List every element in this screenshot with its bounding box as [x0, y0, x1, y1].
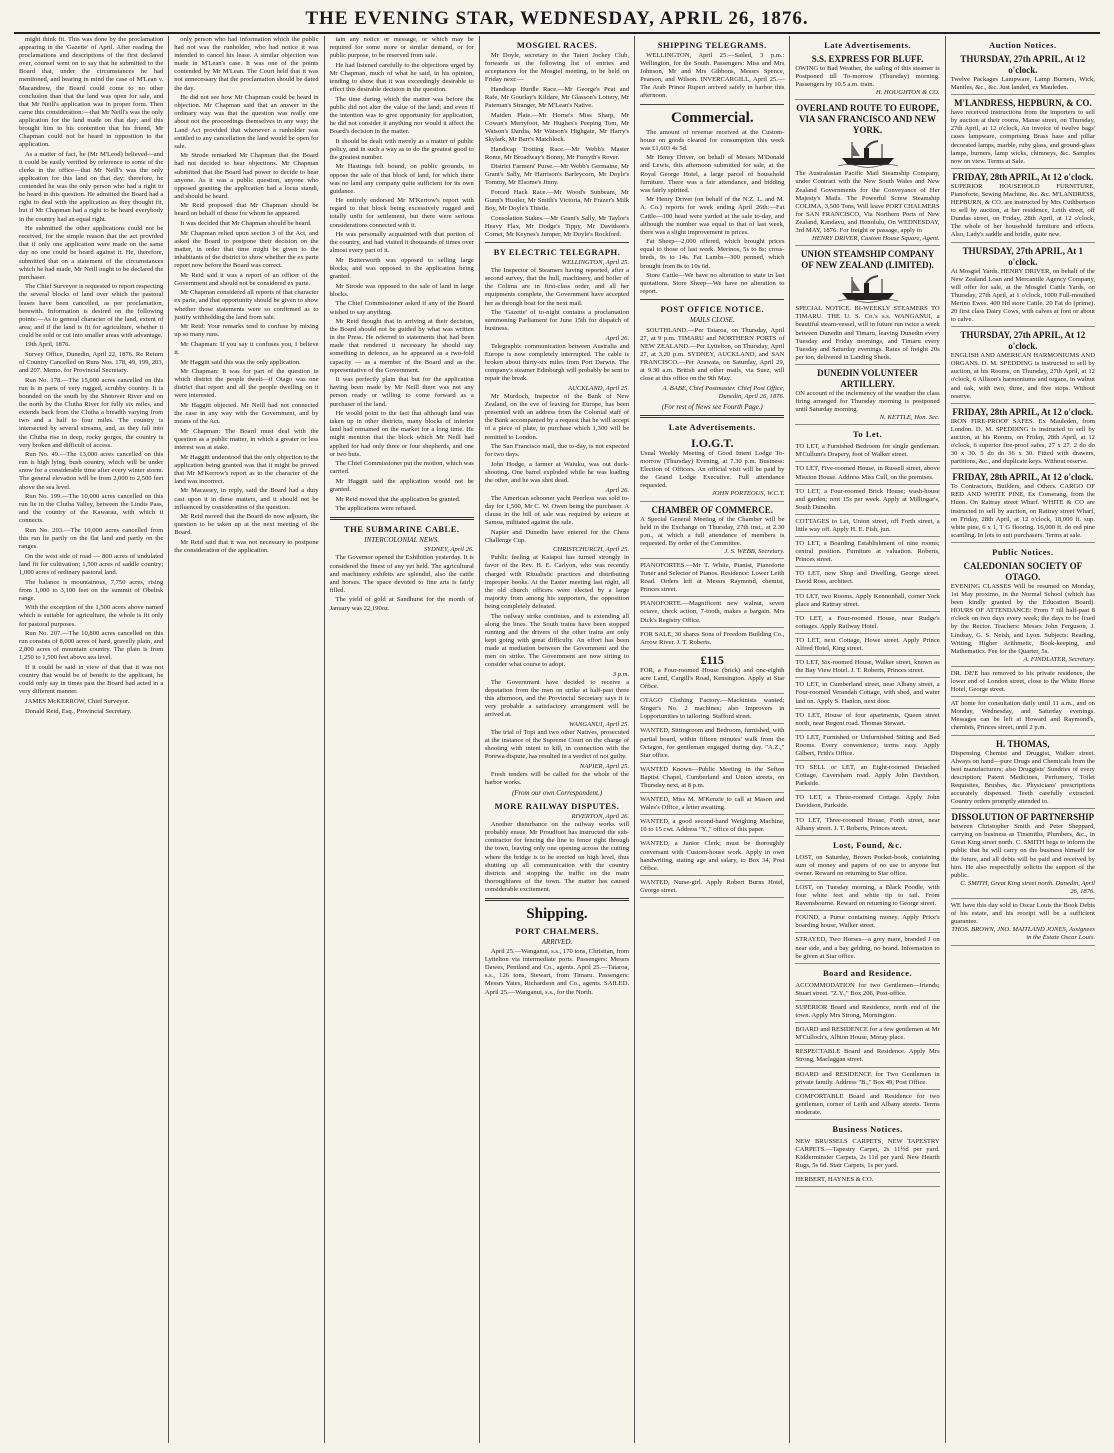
ad-body: between Christopher Smith and Peter Sheppard, carrying on business as Tinsmiths, Plumbers, &c., in Great King street north. C. SMITH begs to inform the public that he will carry on the business himself for the future, and all debts will be paid and received by him. He also respectfully solicits the support of the public.: [950, 823, 1095, 879]
board-notice: ACCOMMODATION for two Gentlemen—friends; Stuart street. "Z.Y.," Box 206, Post-office.: [795, 980, 939, 1001]
article-paragraph: He was personally acquainted with that portion of the country, and had visited it thousands of times over almost every part of it.: [329, 231, 474, 255]
disputes-heading: MORE RAILWAY DISPUTES.: [494, 801, 620, 812]
auction-body: have received instructions from the importers to sell by auction at their rooms, Manse street, on Thursday, 27th April, at 12 o'clock, An invoice of twelve bags' cases lampware, comprising Brass base and pillar decorated lamps, marble, ruby glass, and ground-glass lamps, burners, lamp wicks, chimneys, &c. Samples now on view. Terms at Sale.: [950, 109, 1095, 165]
shipping-heading: Shipping.: [526, 906, 588, 922]
article-paragraph: Run No. 49.—The 13,000 acres cancelled on this run is high lying, bush country, which will be under snow for a considerable time after every winter storm. The general elevation will be from 2,000 to 2,500 feet above the sea level.: [19, 451, 164, 491]
columns: [14, 36, 1100, 1443]
auction-notice: [951, 96, 1095, 169]
ad-body: SPECIAL NOTICE. BI-WEEKLY STEAMERS TO TIMARU. THE U. S. Co.'s s.s. WANGANUI, a beautiful steam-vessel, will in future run twice a week between Dunedin and Timaru, leaving Dunedin every Tuesday and Friday mornings, and Timaru every Tuesday and Saturday evenings. Rates of freight 20s per ton, delivered in Landing Sheds.: [795, 305, 940, 361]
article-paragraph: Mr Chapman: The Board must deal with the question as a public matter, in which a greater or less interest was at stake.: [174, 427, 319, 451]
arrived-label: ARRIVED.: [541, 938, 573, 946]
column-3: [325, 36, 480, 1443]
telegraph-body: [485, 259, 629, 787]
auction-title: THURSDAY, 27th APRIL, At 12 o'clock.: [960, 330, 1086, 352]
article-paragraph: Donald Reid, Esq., Provincial Secretary.: [25, 707, 132, 715]
to-let-notice: TO LET, Six-roomed House, Walker street, known as the Bay View Hotel. J. T. Roberts, Princes street.: [795, 657, 939, 678]
ad-signature: A. FINDLATER, Secretary.: [1023, 655, 1095, 663]
article-paragraph: Mr Hastings felt bound, on public grounds, to oppose the sale of that block of land, for which there was no land any company quite sufficient for its own guidance.: [329, 163, 474, 195]
business-list: [795, 1136, 939, 1187]
ad-body: A Special General Meeting of the Chamber will be held in the Exchange on Thursday, 27th inst., at 2.30 p.m., at which a full attendance of members is requested. By order of the Committee.: [640, 515, 785, 547]
shipping-text: April 25.—Wanganui, s.s., 170 tons, Christian, from Lyttelton via intermediate ports. Passengers: Messrs Dawes, Pentland and Co., agents. April 25.—Taiaroa, s.s., 126 tons, Stewart, from Timaru. Passengers: Messrs Yates, Richardson and Co., agents. SAILED. April 25.—Wanganui, s.s., for the North.: [484, 948, 630, 996]
advertisement: [640, 816, 784, 837]
ad-body: The Australasian Pacific Mail Steamship Company, under Contract with the New South Wales and New Zealand Governments for the Conveyance of Her Majesty's Mails. The Powerful Screw Steamship COLIMA, 3,500 Tons, Will leave PORT CHALMERS for SAN FRANCISCO, Via Northern Ports of New Zealand, Kandavu, and Honolulu, On WEDNESDAY, 3rd MAY, 1876. For freight or passage, apply to: [795, 170, 940, 235]
article-paragraph: The Chief Surveyor is requested to report respecting the several blocks of land over which the pastoral leases have been cancelled, as per proclamation, herewith. Information is desired on the following points:—As to general character of the land, extent of area; and if the land is fit for agriculture, whether it could be sold or cut into smaller areas with advantage.: [19, 283, 164, 339]
post-heading: POST OFFICE NOTICE.: [660, 304, 765, 315]
ad-title: DUNEDIN VOLUNTEER ARTILLERY.: [817, 367, 918, 389]
advertisement: [951, 698, 1095, 735]
ad-signature: N. KETTLE, Hon. Sec.: [879, 414, 940, 422]
article-paragraph: He would point to the fact that although land was taken up in other districts, many blocks of inferior land had remained on the market for a long time. He might mention that the block which Mr Neill had applied for had only three or four shepherds, and one or two huts.: [329, 410, 474, 458]
auction-title: THURSDAY, 27th APRIL, At 12 o'clock.: [960, 54, 1086, 75]
column-2: [169, 36, 324, 1443]
article-paragraph: might think fit. This was done by the proclamation appearing in the 'Gazette' of April. After reading the proclamations and descriptions of the first declared over, counsel went on to say that he submitted to the Board that, under the circumstances he had mentioned, and bearing in mind the case of M'Lean v. Macandrew, the Board could come to no other conclusion than that the land was open for sale, and that Mr Neill's application was in proper form. Then came this consideration:—that Mr Neill's was the only application for the land made on that day; and this brought him to his contention that his friend, Mr Chapman could not be heard in opposition to the application.: [19, 36, 164, 149]
telegrams-text: WELLINGTON, April 25.—Sailed, 3 p.m.: Wellington, for the South. Passengers: Miss and Mrs Johnson, Mr and Mrs Gibbons, Messrs Spence, Pearson, and Wilson. INVERCARGILL, April 25.—The Arab Prince Rupert arrived safely in harbor this afternoon.: [640, 52, 785, 100]
ad-title: CALEDONIAN SOCIETY OF OTAGO.: [963, 560, 1083, 582]
auction-body: To Contractors, Builders, and Others. CARGO OF RED AND WHITE PINE, Ex Comerang, from the Huon. On Rattray street Wharf. WHITE & CO are instructed to sell by auction, on Rattray street Wharf, on Friday, 28th April, at 12 o'clock, 18,000 ft. sup. white pine, 6 x 1, T G flooring. 16,000 ft. do red pine scantling. In lots to suit purchasers. Terms at sale.: [950, 483, 1095, 539]
board-notice: SUPERIOR Board and Residence, north end of the town. Apply Mrs Strong, Mornington.: [795, 1002, 939, 1023]
to-let-notice: TO LET, a Furnished Bedroom for single gentleman. M'Cullum's Drapery, foot of Walker street.: [795, 441, 939, 462]
dateline: CHRISTCHURCH, April 25.: [553, 546, 630, 554]
ad-title: H. THOMAS,: [996, 738, 1050, 749]
board-notice: BOARD and RESIDENCE for Two Gentlemen in private family. Address "B.," Box 49, Post Office.: [795, 1069, 939, 1090]
telegram-paragraph: The 'Gazette' of to-night contains a proclamation summoning Parliament for June 15th for dispatch of business.: [484, 309, 630, 333]
advertisement: [951, 668, 1095, 697]
auction-title: FRIDAY, 28th APRIL, At 12 o'clock.: [952, 171, 1094, 182]
board-list: [795, 980, 939, 1120]
masthead-title: THE EVENING STAR, WEDNESDAY, APRIL 26, 1876.: [305, 8, 809, 29]
auction-title: M'LANDRESS, HEPBURN, & CO.: [954, 98, 1092, 109]
lost-found-notice: STRAYED, Two Horses—a grey mare, branded J on near side, and a bay gelding, no brand. Information to be given at Star office.: [795, 934, 939, 963]
advertisement: [640, 838, 784, 875]
divider: [485, 898, 629, 901]
article-paragraph: If it could be said in view of that that it was not country that would be of benefit to the applicant, he could only say in times past the Board had acted in a very different manner.: [19, 664, 164, 696]
see-page-note: (For rest of News see Fourth Page.): [661, 402, 763, 411]
auction-notice: [951, 328, 1095, 404]
races-body: [485, 52, 629, 239]
ad-title: CHAMBER OF COMMERCE.: [651, 504, 773, 515]
telegram-paragraph: The Inspector of Steamers having reported, after a second survey, that the hull, machinery, and boiler of the Colima are in first-class order, and all her equipments complete, the Government have accepted her as through boat for the next mail.: [484, 267, 630, 307]
port-heading: PORT CHALMERS.: [515, 926, 599, 936]
article-paragraph: On the west side of road — 800 acres of undulated land fit for cultivation; 1,500 acres of saddle country; 1,000 acres of ordinary pastoral land.: [19, 552, 164, 576]
advertisement: [951, 810, 1095, 899]
disputes-place: RIVERTON, April 26.: [571, 813, 630, 821]
ad-body: FOR SALE, 30 shares Sons of Freedom Building Co., Arrow River. J. T. Roberts.: [640, 630, 785, 646]
ad-body: PIANOFORTES.—Mr T. White, Pianist, Pianoforte Tuner and Selector of Pianos. Residence: Lower Leith Road. Orders left at Messrs Raymond, chemist, Princes street.: [640, 562, 785, 594]
steamship-icon: [838, 138, 898, 168]
ad-body: WANTED, a good second-hand Weighing Machine, 10 to 15 cwt. Address "Y.," office of this paper.: [640, 818, 785, 834]
ad-title: DISSOLUTION OF PARTNERSHIP: [951, 812, 1095, 823]
public-notices-list: [951, 559, 1095, 946]
telegram-paragraph: Napier and Dunedin have entered for the Chess Challenge Cup.: [484, 528, 630, 544]
telegrams-heading: SHIPPING TELEGRAMS.: [657, 40, 767, 50]
business-notice: HERBERT, HAYNES & CO.: [795, 1174, 939, 1187]
ad-body: OTAGO Clothing Factory.—Machinists wanted; Singer's No. 2 machines; also Improvers in l.opportunities to tailoring. Stafford street.: [640, 697, 785, 721]
article-paragraph: Mr Haggitt understood that the only objection to the application being granted was that it might be proved that Mr M'Kerrow's report as to the character of the land was incorrect.: [174, 453, 319, 485]
ad-body: WANTED Known—Public Meeting in the Sefton Baptist Chapel, Cumberland and Union streets, on Thursday next, at 8 p.m.: [640, 765, 785, 789]
article-paragraph: Mr Butterworth was opposed to selling large blocks, and was opposed to the application being granted.: [329, 256, 474, 281]
article-paragraph: He had listened carefully to the objections urged by Mr Chapman, much of what he said, in his opinion, tending to show that it was exceedingly desirable to effect this desirable decision in the question.: [329, 61, 474, 94]
ad-signature: THOS. BROWN, JNO. MAITLAND JONES, Assignees in the Estate Oscar Louis.: [951, 926, 1095, 942]
lost-heading: Lost, Found, &c.: [832, 839, 903, 850]
late-ads-heading: Late Advertisements.: [668, 421, 756, 432]
to-let-notice: TO LET, new Shop and Dwelling, George street. David Ross, architect.: [795, 568, 939, 589]
article-paragraph: With the exception of the 1,500 acres above named which is suitable for agriculture, the whole is fit only for pastoral purposes.: [19, 604, 164, 628]
ad-signature: HENRY DRIVER, Custom House Square, Agent.: [811, 235, 940, 243]
auction-body: Twelve Packages Lampware, Lamp Burners, Wick, Mantles, &c., &c. Just landed, ex Mauleden.: [950, 76, 1095, 92]
race-entry: Maiden Plate.—Mr Horne's Miss Sharp, Mr Cowan's Merryfoot, Mr Hughes's Peeping Tom, Mr Watson's Dardia, Mr Watson's Highgate, Mr Harry's Skylark, Mr Barr's Matchlock.: [484, 111, 630, 143]
article-paragraph: Mr Reid moved that the Board do now adjourn, the question to be taken up at the next meeting of the Board.: [174, 513, 319, 537]
advertisement: [640, 877, 784, 898]
article-paragraph: Mr Haggitt objected. Mr Neill had not connected the case in any way with the Government, and by means of the Act.: [174, 402, 319, 426]
advertisement: [640, 764, 784, 793]
business-heading: Business Notices.: [832, 1123, 903, 1134]
commercial-paragraph: The amount of revenue received at the Custom-house on goods cleared for consumption this week was £1,603 4s 5d.: [640, 128, 785, 152]
article-paragraph: 19th April, 1876.: [25, 341, 71, 349]
board-notice: BOARD and RESIDENCE for a few gentlemen at Mr M'Culloch's, Albion House, Moray place.: [795, 1024, 939, 1045]
ad-signature: C. SMITH, Great King street north. Dunedin, April 26, 1876.: [960, 879, 1095, 895]
article-paragraph: Mr Chapman considered all reports of that character ex parte, and that opportunity should be given to show whether those statements were so confirmed as to justify withholding the land from sale.: [174, 289, 319, 321]
article-paragraph: JAMES McKERROW, Chief Surveyor.: [25, 697, 130, 705]
post-subhead: MAILS CLOSE.: [689, 316, 735, 325]
article-paragraph: only person who had information which the public had not was the runholder, who had notice it was intended to cancel his lease. A similar objection was made in M'Lean's case. It was one of the points contended by Mr M'Lean. The Court held that it was not unnecessary that the proclamation should be dated the day.: [174, 36, 319, 92]
auction-notice: [951, 52, 1095, 95]
race-entry: Consolation Stakes.—Mr Grant's Sally, Mr Taylor's Heavy Flax, Mr Dodge's Tippy, Mr Davidson's Cornet, Mr Keynes's Jumper, Mr Doyle's Rockford.: [484, 214, 630, 238]
advertisement: [951, 737, 1095, 810]
business-notice: NEW BRUSSELS CARPETS, NEW TAPESTRY CARPETS.—Tapestry Carpet, 2s 11½d per yard. Kidderminster Carpets, 2s 11d per yard. New Hearth Rugs, 5s 6d. Stair Carpets, 1s per yard.: [795, 1136, 939, 1173]
dateline: April 26.: [605, 486, 630, 494]
article-paragraph: The Chief Commissioner asked if any of the Board wished to say anything.: [329, 300, 474, 316]
lost-list: [795, 852, 939, 964]
cable-subhead: INTERCOLONIAL NEWS.: [364, 536, 440, 545]
to-let-notice: TO LET, a Four-roomed House, near Rudge's cottages. Apply Railway Hotel.: [795, 613, 939, 634]
ad-signature: J. S. WEBB, Secretary.: [724, 547, 785, 555]
ad-body: WE have this day sold to Oscar Louis the Book Debts of his estate, and his receipt will be a sufficient guarantee.: [950, 902, 1095, 926]
article-paragraph: Mr Strode was opposed to the sale of land in large blocks.: [329, 282, 474, 298]
lost-found-notice: FOUND, a Purse containing money. Apply Price's boarding house, Walker street.: [795, 912, 939, 933]
ad-signature: JOHN PORTEOUS, W.C.T.: [711, 490, 785, 498]
article-paragraph: Mr Reid: Your remarks tend to confuse by mixing up so many runs.: [174, 323, 319, 339]
ad-signature: H. HOUGHTON & CO.: [875, 89, 940, 97]
ad-title: S.S. EXPRESS FOR BLUFF.: [811, 54, 924, 64]
column-6: [790, 36, 945, 1443]
ad-body: WANTED, a Junior Clerk; must be thoroughly conversant with Custom-house work. Apply in own handwriting, stating age and salary, to Box 34, Post Office.: [640, 840, 785, 872]
article-paragraph: Mr Reid thought that in arriving at their decision, the Board should not be guided by what was written in the Press. He referred to statements that had been made that rendered it necessary he should say something in defence, as he appeared as a two-fold capacity — as a member of the Board and as the representative of the Government.: [329, 318, 474, 374]
article-paragraph: Mr Reid said that it was not necessary to postpone the consideration of the application.: [174, 539, 319, 555]
telegram-paragraph: The San Francisco mail, due to-day, is not expected for two days.: [484, 443, 630, 459]
to-let-notice: COTTAGES to Let, Union street, off Forth street, a little way off. Apply H. E. Fish, jun.: [795, 516, 939, 537]
article-paragraph: The Chief Commissioner put the motion, which was carried.: [329, 460, 474, 476]
advertisement: [795, 366, 939, 425]
to-let-notice: TO LET, a Boarding Establishment of nine rooms; central position. Furniture at valuation. Roberts, Princes street.: [795, 538, 939, 567]
telegraph-heading: BY ELECTRIC TELEGRAPH.: [493, 247, 621, 258]
to-let-notice: TO LET, next Cottage, Howe street. Apply Prince Alfred Hotel, King street.: [795, 635, 939, 656]
races-heading: MOSGIEL RACES.: [516, 40, 598, 50]
dateline: April 26.: [605, 334, 630, 342]
post-text: SOUTHLAND.—Per Taiaroa, on Thursday, April 27, at 9 p.m. TIMARU and NORTHERN PORTS of NEW ZEALAND.—Per Lyttelton, on Thursday, April 27, at 3.20 p.m. SYDNEY, AUCKLAND, and SAN FRANCISCO.—Per Arawata, on Saturday, April 29, at 9.30 a.m. British and other mails, via Suez, will close at this office on the 9th May.: [640, 326, 785, 383]
article-paragraph: The time during which the matter was before the public did not alter the value of the land; and even if the intention was to give opportunity for application, he did not consider it anything nor would it affect the Board's decision in the matter.: [329, 95, 474, 136]
to-let-notice: TO SELL or LET, an Eight-roomed Detached Cottage, Caversham road. Apply John Davidson, Parkside.: [795, 762, 939, 791]
auction-title: FRIDAY, 28th APRIL, At 12 o'clock.: [952, 406, 1094, 417]
race-entry: Handicap Hurdle Race.—Mr George's Peat and Rafe, Mr Gourlay's Kildare, Mr Glasson's Lottery, Mr Pateman's Stranger, Mr M'Lean's Native.: [484, 85, 630, 110]
race-entry: District Farmers' Purse.—Mr Webb's Germaine, Mr Grant's Sally, Mr Harrison's Barleycorn, Mr Doyle's Tommy, Mr Elsome's Jinny.: [484, 163, 630, 187]
auction-notice: [951, 170, 1095, 243]
advertisement: [640, 629, 784, 650]
advertisement: [640, 503, 784, 559]
article-paragraph: As a matter of fact, he (Mr M'Leod) believed—and it could be easily verified by reference to some of the clerks in the office—that Mr Neill's was the only application for this land on that day; therefore, he contended he was the only person who had a right to be heard in this question. He admitted the Board had a right to deal with the application as they thought fit, but if Mr Chapman had a right to be heard everybody in the country had an equal right.: [19, 150, 164, 223]
telegram-paragraph: John Hodge, a farmer at Waiuku, was out duck-shooting. One barrel exploded while he was loading the other, and he was shot dead.: [484, 460, 630, 484]
ad-body: WANTED, Nurse-girl. Apply Robert Burns Hotel, George street.: [640, 878, 785, 894]
ads-list: [640, 434, 784, 898]
divider: [640, 415, 784, 418]
advertisement: [795, 247, 939, 365]
auction-title: THURSDAY, 27th APRIL, At 1 o'clock.: [962, 245, 1084, 267]
to-let-notice: TO LET, Furnished or Unfurnished Sitting and Bed Rooms. Every convenience; terms easy. Apply Gilbert, Frith's Office.: [795, 732, 939, 761]
article-paragraph: Mr Reid moved that the application be granted.: [335, 495, 461, 503]
telegram-paragraph: Fresh tenders will be called for the whole of the harbor works.: [484, 770, 630, 786]
divider: [640, 104, 784, 105]
article-paragraph: It was decided that Mr Chapman should be heard.: [180, 220, 312, 228]
auction-body: SUPERIOR HOUSEHOLD FURNITURE, Pianoforte, Sewing Machine, &c. &c. M'LANDRESS, HEPBURN, & CO. are instructed by Mrs Cuthbertson to sell by auction, at her residence, Leith street, off Dundas street, on Friday, 28th April, at 12 o'clock, The whole of her household furniture and effects. Also, Lady's saddle and bridle, quite new.: [950, 182, 1095, 239]
lost-found-notice: LOST, on Saturday, Brown Pocket-book, containing sum of money and papers of no use to anyone but owner. Reward on returning to Star office.: [795, 852, 939, 881]
auction-title: FRIDAY, 28th APRIL, At 12 o'clock.: [952, 472, 1094, 483]
telegram-paragraph: The Government have decided to receive a deputation from the men on strike at half-past three this afternoon, and the Provincial Secretary says it is very probable a satisfactory arrangement will be arrived at.: [484, 678, 630, 719]
ad-title: £115: [700, 652, 724, 667]
commercial-paragraph: Store Cattle—We have no alteration to state in last quotations. Store Sheep—We have no alteration to report.: [640, 272, 785, 296]
article-paragraph: Mr Haggitt said the application would not be granted.: [329, 477, 474, 493]
disputes-text: Another disturbance on the railway works will probably ensue. Mr Proudfoot has instructed the sub-contractor for fencing the line to fence right through the town, leaving only one opening across the cutting where the bridge is to be erected on high level, thus shutting up all communication with the country districts and stopping the traffic on the main thoroughfares of the town. The matter has caused considerable excitement.: [484, 821, 630, 893]
article-paragraph: Run No. 178.—The 15,000 acres cancelled on this run is in parts of very rugged, scrubby country. It is bounded on the south by the Shotover River and on the north by the Clutha River for fully six miles, and extends back from the Clutha a breadth varying from two and a half to four miles. The country is intersected by several streams, and, as they fall into the Clutha rise in deep, rocky gorges, the country is very broken and difficult of access.: [19, 376, 164, 449]
ads-list: [795, 52, 939, 425]
article-paragraph: He entirely endorsed Mr M'Kerrow's report with regard to that block being excessively rugged and totally unfit for settlement, but there were serious considerations connected with it.: [329, 197, 474, 229]
cable-heading: THE SUBMARINE CABLE.: [343, 524, 460, 535]
commercial-paragraph: Mr Henry Driver, on behalf of Messrs M'Donald and Lewis, this afternoon submitted for sale, at the Royal George Hotel, a large parcel of household furniture. There was a fair attendance, and bidding was fairly spirited.: [640, 154, 785, 194]
late-ads-heading: Late Advertisements.: [824, 40, 912, 50]
to-let-notice: TO LET, Three-roomed House, Forth street, near Albany street. J. T. Roberts, Princes street.: [795, 815, 939, 836]
dateline: 3 p.m.: [612, 670, 630, 678]
ad-title: UNION STEAMSHIP COMPANY OF NEW ZEALAND (LIMITED).: [800, 249, 935, 271]
advertisement: [640, 434, 784, 502]
board-notice: COMFORTABLE Board and Residence for two gentlemen, corner of Leith and Albany streets. Terms moderate.: [795, 1091, 939, 1120]
ad-body: FOR, a Four-roomed House (brick) and one-eighth acre Land, Cargill's Road, Kensington. Apply at Star Office.: [640, 666, 785, 691]
article-paragraph: tain any notice or message, or which may be required for some more or similar demand, or for public purpose, to be reserved from sale.: [329, 36, 474, 60]
ad-title: OVERLAND ROUTE TO EUROPE, VIA SAN FRANCISCO AND NEW YORK.: [796, 103, 939, 136]
telegram-paragraph: The railway strike continues, and is extending all along the lines. The South trains have been stopped running and the drivers of the other trains are only kept going with great difficulty. An effort has been made at mediation between the Government and the men on strike. The Government are now sitting to consider what course to adopt.: [484, 612, 630, 669]
auction-notice: [951, 244, 1095, 328]
auction-body: IRON FIRE-PROOF SAFES. Ex Mauleden, from London. D. M. SPEDDING is instructed to sell by auction, at his Rooms, on Friday, 28th April, at 12 o'clock, 6 superior fire-proof safes, 27 x 27. 2 do do 30 x 30. 5 do do 36 x 30. Fitted with drawers, partitions, &c., and duplicate keys. Without reserve.: [950, 417, 1095, 466]
ad-body: Usual Weekly Meeting of Good Intent Lodge To-morrow (Thursday) Evening, at 7.30 p.m. Business: Election of Officers. An official visit will be paid by the Grand Lodge Executive. Full attendance requested.: [640, 449, 785, 490]
article-paragraph: Mr Macassey, in reply, said the Board had a duty cast upon it in these matters, and it should not be influenced by consideration of the question.: [174, 487, 319, 511]
divider: [485, 242, 629, 243]
ad-body: ON account of the inclemency of the weather the class firing arranged for Thursday morning is postponed until Saturday morning.: [795, 389, 940, 414]
article-paragraph: It should be dealt with merely as a matter of public policy, and in such a way as to do the greatest good to the greatest number.: [329, 137, 474, 161]
article-paragraph: It was perfectly plain that but for the application having been made by Mr Neill there was not any person ready or willing to come forward as a purchaser of the land.: [329, 376, 474, 408]
board-heading: Board and Residence.: [822, 967, 913, 978]
cable-paragraph: The Governor opened the Exhibition yesterday. It is considered the finest of any yet held. The agricultural and machinery exhibits are splendid, also the cattle and horses. The space devoted to fine arts is fairly filled.: [329, 554, 474, 594]
ad-body: AT home for consultation daily until 11 a.m., and on Monday, Wednesday, and Saturday evenings. Messages can be left at Howard and Raymond's, chemists, Princes street, until 2 p.m.: [950, 700, 1095, 732]
dateline: WELLINGTON, April 25.: [561, 259, 630, 267]
commercial-body: [640, 129, 784, 297]
advertisement: [951, 559, 1095, 667]
ad-body: WANTED, Sittingroom and Bedroom, furnished, with partial board, within fifteen minutes' walk from the Octagon, for gentleman engaged during day. "A.Z.," Star office.: [640, 727, 785, 759]
article-paragraph: Survey Office, Dunedin, April 22, 1876. Re Return of Country Cancelled on Runs Nos. 178, 49, 199, 203, and 207. Memo. for Provincial Secretary.: [19, 351, 164, 375]
tolet-list: [795, 441, 939, 835]
steamship-icon: [838, 273, 898, 303]
advertisement: [640, 598, 784, 627]
commercial-paragraph: Mr Henry Driver (on behalf of the N.Z. L. and M. A. Co.) reports for week ending April 26th:—Fat Cattle—100 head were yarded at the sale to-day, and although the number was equal to that of last week, there was a slight improvement in prices.: [640, 196, 785, 236]
cable-body: [330, 554, 474, 612]
article-paragraph: He did not see how Mr Chapman could be heard in objection. Mr Chapman said that an answer in the ordinary way was that the question was really one about not the proceedings themselves in any way; the Land Act provided that whenever a runholder was entitled to any cancellation the land would be open for sale.: [174, 94, 319, 150]
article-paragraph: Mr Haggitt said this was the only application.: [180, 358, 301, 366]
masthead: [14, 6, 1100, 34]
auction-notice: [951, 470, 1095, 543]
column-3-body: [330, 36, 474, 513]
advertisement: [795, 52, 939, 100]
advertisement: [640, 651, 784, 694]
auction-body: ENGLISH AND AMERICAN HARMONIUMS AND ORGANS. D. M. SPEDDING is instructed to sell by auction, at his Rooms, on Thursday, 27th April, at 12 o'clock, 6 Allison's harmoniums and organs, in walnut and oak, with two, three, and five stops. Without reserve.: [950, 352, 1095, 400]
to-let-notice: TO LET, in Cumberland street, near Albany street, a Four-roomed Verandah Cottage, with shed, and water laid on. Apply S. Hanlon, next door.: [795, 679, 939, 708]
telegram-paragraph: The American schooner yacht Peerless was sold to-day for 1,500, Mr C. W. Owen being the purchaser. A clause in the bill of sale was required by seizure at Samoa, militated against the sale.: [484, 494, 630, 526]
article-paragraph: The balance is mountainous, 7,750 acres, rising from 1,000 to 3,100 feet on the summit of Obelisk range.: [19, 578, 164, 602]
dateline: WANGANUI, April 25.: [568, 720, 630, 728]
article-paragraph: Mr Chapman relied upon section 3 of the Act, and asked the Board to postpone their decision on the matter, in order that time might be given to the inhabitants of the district to show whether the ex parte report now before the Board was correct.: [174, 229, 319, 270]
article-paragraph: Run No. 207.—The 10,800 acres cancelled on this run consists of 8,000 acres of hard, gravelly plain, and 2,800 acres of mountain country. The plain is from 1,250 to 1,500 feet above sea level.: [19, 630, 164, 662]
ad-body: Dispensing Chemist and Druggist, Walker street. Always on hand—pure Drugs and Chemicals from the best manufacturers; also Druggists' Sundries of every description; Patent Medicines, Perfumery, Toilet Requisites, Brushes, &c. Physicians' prescriptions accurately dispensed. Teeth carefully extracted. Country orders promptly attended to.: [950, 749, 1095, 806]
article-paragraph: Run No. 199.—The 10,000 acres cancelled on this run lie in the Clutha Valley, between the Lindis Pass, and the country of the Kawarau, with which it connects.: [19, 493, 164, 525]
race-entry: Forced Hack Race.—Mr Wood's Sunbeam, Mr Gunn's Hustler, Mr Smith's Victoria, Mr Frazer's Milk Boy, Mr Doyle's Thistle.: [484, 189, 630, 213]
column-7: [946, 36, 1100, 1443]
auction-list: [951, 52, 1095, 543]
auction-body: At Mosgiel Yards. HENRY DRIVER, on behalf of the New Zealand Loan and Mercantile Agency Company, will offer for sale, at the Mosgiel Cattle Yards, on Thursday, 27th April, at 1 o'clock, 1000 Full-mouthed Merino Ewes. 400 Hd store Cattle. 20 Fat do (prime). 20 first class Dairy Cows, with calves at foot or about to calve.: [950, 267, 1095, 324]
dateline: AUCKLAND, April 25.: [568, 384, 630, 392]
ad-title: I.O.G.T.: [691, 435, 734, 450]
ad-body: OWING to Bad Weather, the sailing of this steamer is Postponed till To-morrow (Thursday) morning. Passengers by 10.5 a.m. train.: [795, 65, 940, 89]
divider: [640, 299, 784, 300]
article-paragraph: Mr Reid said it was a report of an officer of the Government and should not be considered ex parte.: [174, 271, 319, 287]
advertisement: [640, 725, 784, 762]
ad-body: DR. DE'E has removed to his private residence, the lower end of London street, close to the White Horse Hotel, George street.: [950, 669, 1095, 694]
to-let-notice: TO LET, two Rooms. Apply Kennonhall, corner York place and Rattray street.: [795, 591, 939, 612]
commercial-paragraph: Fat Sheep—2,000 offered, which brought prices equal to those of last week. Merinos, 5s to 8s; cross-breds, 9s to 14s. Fat Lambs—300 penned, which brought from 8s to 10s 6d.: [640, 238, 785, 270]
ad-body: WANTED, Miss M. M'Kenzie to call at Mason and Wales's Office, a letter awaiting.: [640, 796, 785, 812]
telegram-paragraph: Telegraphic communication between Australia and Europe is now completely interrupted. The cable is broken about thirty-six miles from Port Darwin. The company's steamer Edinburgh will probably be sent to repair the break.: [484, 343, 630, 383]
column-4: [480, 36, 635, 1443]
race-entry: Handicap Trotting Race.—Mr Webb's Master Rome, Mr Broadway's Bonny, Mr Forsyth's Rover.: [484, 145, 630, 161]
divider: [330, 517, 474, 520]
auction-notice: [951, 405, 1095, 470]
article-paragraph: Mr Chapman: It was for part of the question in which district the people dwelt—if Otago was one district that report and all the people dwelling on it were interested.: [174, 368, 319, 400]
board-notice: RESPECTABLE Board and Residence. Apply Mrs Strong, Maclaggan street.: [795, 1046, 939, 1067]
article-paragraph: He submitted the other applications could not be received, for the simple reason that the act provided that if only one application were made on the same day no one could be heard against it. He, therefore, submitted that on a statement of the circumstances which he had made, Mr Neill ought to be declared the purchaser.: [19, 225, 164, 281]
to-let-notice: TO LET, a Three-roomed Cottage. Apply John Davidson, Parkside.: [795, 792, 939, 813]
advertisement: [951, 900, 1095, 945]
article-paragraph: Mr Strode remarked Mr Chapman that the Board had not decided to hear objections. Mr Chapman submitted that the Board had power to decide to hear anyone. As it was a public question, anyone who opposed granting the application had a locus standi, and should be heard.: [174, 152, 319, 200]
lost-found-notice: LOST, on Tuesday morning, a Black Poodle, with four white feet and white tip to tail. From Ravensbourne. Reward on returning to George street.: [795, 882, 939, 911]
telegram-paragraph: Mr Murdoch, Inspector of the Bank of New Zealand, on the eve of leaving for Europe, has been presented with an address from the Colonial staff of the Bank accompanied by a request that he will accept of a piece of plate, to purchase which 1,300 will be remitted to London.: [484, 393, 630, 441]
article-paragraph: The applications were refused.: [335, 505, 417, 513]
advertisement: [640, 695, 784, 724]
advertisement: [640, 794, 784, 815]
ad-body: PIANOFORTE.—Magnificent new walnut, seven octave, check action, 7-tooth, makes a bargain. Mrs Dick's Registry Office.: [640, 600, 785, 624]
cable-paragraph: The yield of gold at Sandhurst for the month of January was 22,190oz.: [329, 596, 474, 612]
commercial-heading: Commercial.: [670, 109, 754, 126]
column-5: [635, 36, 790, 1443]
article-paragraph: Mr Chapman: If you say it confuses you, I believe it.: [174, 340, 319, 356]
public-heading: Public Notices.: [992, 546, 1054, 557]
to-let-notice: TO LET, a Four-roomed Brick House; wash-house and garden; rent 15s per week. Apply at Millingar's, South Dunedin.: [795, 486, 939, 515]
ad-body: EVENING CLASSES Will be resumed on Monday, 1st May proximo, in the Normal School (which has been kindly granted by the Education Board). HOURS OF ATTENDANCE: From 7 till half-past 8 o'clock on two days every week; the days to be fixed by the Rector. Teachers: Messrs John Ferguson, J. Lindsay, G. S. Neish, and Lyon. Subjects: Reading, Writing, Higher Arithmetic, Book-keeping, and Mathematics. Fee for the Quarter, 5s.: [950, 582, 1095, 655]
dateline: NAPIER, April 25.: [579, 762, 630, 770]
auction-heading: Auction Notices.: [989, 40, 1057, 50]
advertisement: [640, 560, 784, 597]
advertisement: [795, 101, 939, 246]
cable-place: SYDNEY, April 26.: [424, 546, 474, 554]
article-paragraph: Run No. 203.—The 10,000 acres cancelled from this run lie partly on the flat land and partly on the ranges.: [19, 527, 164, 551]
tolet-heading: To Let.: [852, 429, 883, 440]
race-entry: Mr Doyle, secretary to the Taieri Jockey Club, forwards us the following list of entries and acceptances for the Mosgiel meeting, to be held on Friday next:—: [484, 52, 630, 84]
article-paragraph: Mr Reid proposed that Mr Chapman should be heard on behalf of those for whom he appeared.: [174, 202, 319, 218]
column-1: [14, 36, 169, 1443]
to-let-notice: TO LET, House of four apartments, Queen street north, near Regent road. Thomas Stewart.: [795, 710, 939, 731]
telegram-paragraph: The trial of Topi and two other Natives, prosecuted at the instance of the Supreme Court on the charge of shooting with intent to kill, in connection with the Porewa dispute, has resulted in a verdict of not guilty.: [484, 728, 630, 761]
post-sign: A. BABE, Chief Postmaster. Chief Post Office, Dunedin, April 26, 1876.: [662, 384, 785, 400]
to-let-notice: TO LET, Five-roomed House, in Russell street, above Mission House. Address Miss Cull, on the premises.: [795, 463, 939, 484]
telegram-paragraph: Public feeling at Kaiapoi has turned strongly in favor of the Rev. H. E. Carlyon, who was recently charged with Ritualistic practices and distributing improper books. At the Easter meeting last night, all the old church officers were elected by a large majority from among his supporters, the opposition being completely defeated.: [484, 554, 630, 610]
correspondent-note: (From our own Correspondent.): [511, 788, 603, 797]
